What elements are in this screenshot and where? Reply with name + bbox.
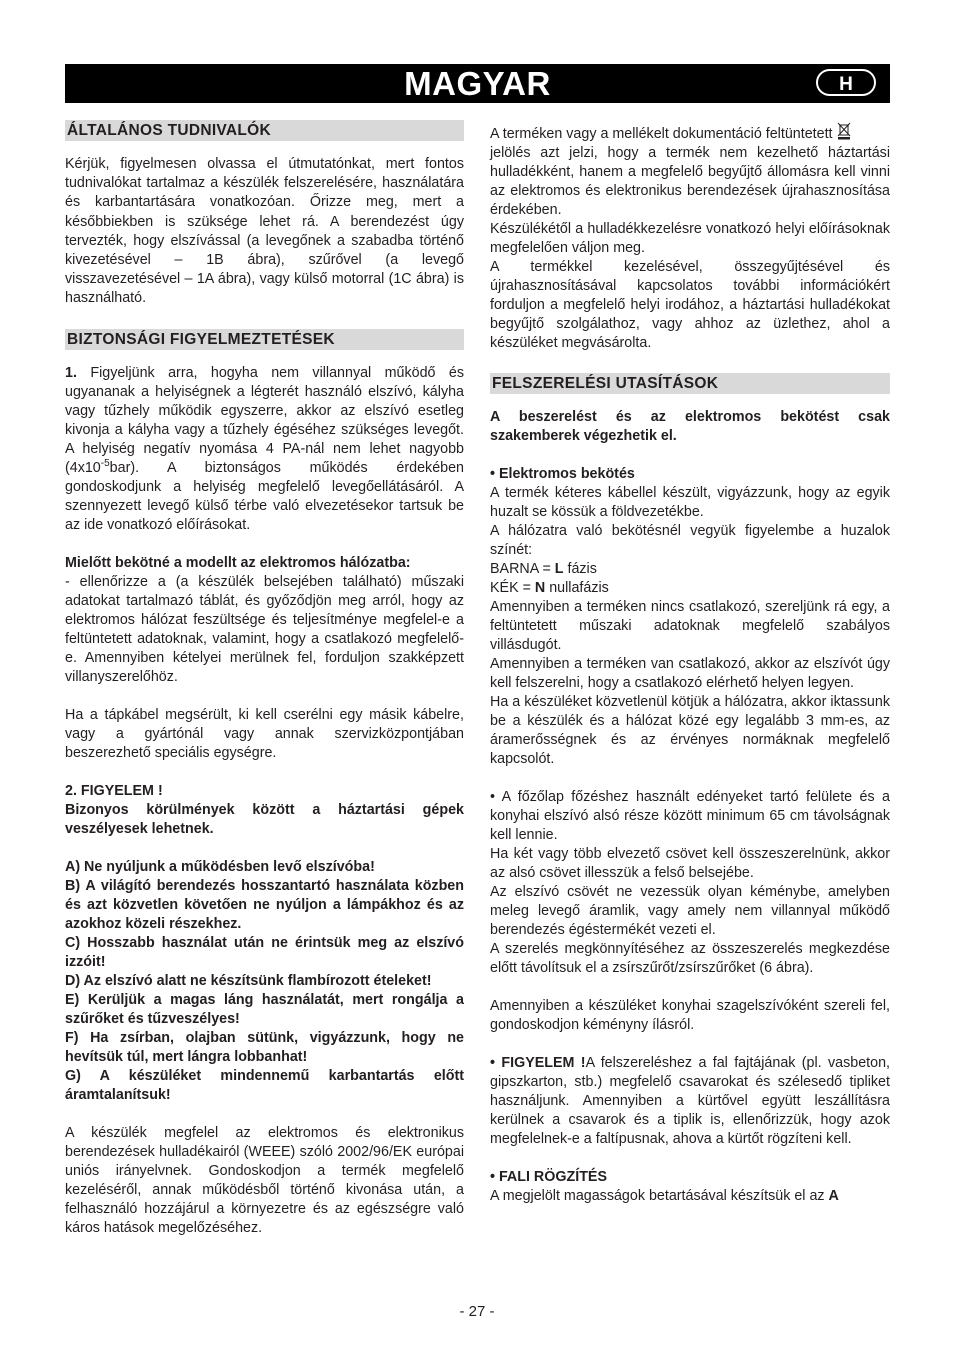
page-number: - 27 - <box>459 1303 495 1320</box>
mounting-pipes: Ha két vagy több elvezető csövet kell összeszerelnünk, akkor az alsó csövet illesszük a felső belsejébe. <box>490 846 890 881</box>
electrical-text-2: A hálózatra való bekötésnél vegyük figyelembe a huzalok színét: <box>490 523 890 558</box>
warning-item-b: B) A világító berendezés hosszantartó használata közben és azt közvetlen követően ne nyúljon a lámpákhoz és az azokhoz közeli részekhez. <box>65 877 464 932</box>
mounting-chimney: Az elszívó csövét ne vezessük olyan kéménybe, amelyben meleg levegő áramlik, vagy amely nem villannyal működő berendezés égéstermékét vezeti el. <box>490 884 890 938</box>
warning-item-f: F) Ha zsírban, olajban sütünk, vigyázzunk, hogy ne hevítsük túl, mert lángra lobbanhat! <box>65 1029 464 1065</box>
warning-item-g: G) A készüléket mindennemű karbantartás előtt áramtalanítsuk! <box>65 1067 464 1103</box>
safety-point-1: 1. Figyeljünk arra, hogyha nem villannyal működő és ugyananak a helyiségnek a légterét használó elszívó, kályha vagy tűzhely működik egyszerre, akkor az elszívó esetleg kivonja a kályha vagy a tűzhely égéséhez szükséges levegőt. A helyiség negatív nyomása 4 PA-nál nem lehet nagyobb $(4x10^{-5}bar)$. A biztonságos működés érdekében gondoskodjunk a helyiség megfelelő levegőellátásáról. A szennyezett levegő külső térbe való elvezetésekor tartsuk be az ide vonatkozó előírásokat. <box>65 364 464 533</box>
intro-paragraph: Kérjük, figyelmesen olvassa el útmutatónkat, mert fontos tudnivalókat tartalmaz a készülék felszerelésére, használatára és karbantartására vonatkozóan. Őrizze meg, mert a későbbiekben is szüksége lehet rá. A berendezést úgy tervezték, hogy elszívással (a levegőnek a szabadba történő kivezetésével – 1B ábra), szűrővel (a levegő visszavezetésével – 1A ábra), vagy külső motorral (1C ábra) is használható. <box>65 156 464 307</box>
left-column <box>65 120 464 1238</box>
electrical-text-5: Ha a készüléket közvetlenül kötjük a hálózatra, akkor iktassunk be a készülék és a hálózat közé egy legalább 3 mm-es, az áramerősségnek és az érvényes normáknak megfelelő kapcsolót. <box>490 694 890 767</box>
warning-item-c: C) Hosszabb használat után ne érintsük meg az elszívó izzóit! <box>65 934 464 970</box>
section-heading-safety: BIZTONSÁGI FIGYELMEZTETÉSEK <box>65 329 464 350</box>
section-heading-installation: FELSZERELÉSI UTASÍTÁSOK <box>490 373 890 394</box>
section-heading-general: ÁLTALÁNOS TUDNIVALÓK <box>65 120 464 141</box>
wire-brown: BARNA = L fázis <box>490 561 597 577</box>
weee-paragraph: A készülék megfelel az elektromos és elektronikus berendezések hulladékairól (WEEE) szóló 2002/96/EK európai uniós irányelvnek. Gondoskodjon a termék megfelelő kezeléséről, annak működésből történő kivonása után, a felhasználó hozzájárul a környezetre és az egészségre való káros hatások megelőzéséhez. <box>65 1124 464 1236</box>
banner-title: MAGYAR <box>404 65 551 102</box>
warning-text: Bizonyos körülmények között a háztartási gépek veszélyesek lehetnek. <box>65 801 464 837</box>
wall-fixing-text: A megjelölt magasságok betartásával készítsük el az A <box>490 1188 839 1204</box>
warning-item-e: E) Kerüljük a magas láng használatát, mert rongálja a szűrőket és tűzveszélyes! <box>65 991 464 1027</box>
disposal-paragraph: A terméken vagy a mellékelt dokumentáció feltüntetett jelölés azt jelzi, hogy a termék nem kezelhető háztartási hulladékként, hanem a megfelelő begyűjtő állomásra kell vinni az elektromos és elektronikus berendezések újrahasznosítása érdekében. <box>490 122 890 220</box>
language-badge: H <box>816 69 876 96</box>
warning-item-d: D) Az elszívó alatt ne készítsünk flambírozott ételeket! <box>65 972 432 989</box>
crossed-bin-icon <box>837 122 851 140</box>
mounting-distance: • A főzőlap főzéshez használt edényeket tartó felülete és a konyhai elszívó alsó része között minimum 65 cm távolságnak kell lennie. <box>490 789 890 843</box>
mounting-filters: A szerelés megkönnyítéséhez az összeszerelés megkezdése előtt távolítsuk el a zsírszűrőt/zsírszűrőket (6 ábra). <box>490 941 890 976</box>
cable-paragraph: Ha a tápkábel megsérült, ki kell cserélni egy másik kábelre, vagy a gyártónál vagy annak szervizközpontjában beszerezhető speciális egységre. <box>65 706 464 761</box>
right-column <box>490 122 890 1206</box>
wire-blue: KÉK = N nullafázis <box>490 580 609 596</box>
electrical-text-4: Amennyiben a terméken van csatlakozó, akkor az elszívót úgy kell felszerelni, hogy a csatlakozó elérhető helyen legyen. <box>490 656 890 691</box>
language-banner <box>65 64 890 103</box>
connection-title: Mielőtt bekötné a modellt az elektromos hálózatba: <box>65 554 411 571</box>
mounting-extractor: Amennyiben a készüléket konyhai szagelszívóként szereli fel, gondoskodjon kéményny ílásról. <box>490 998 890 1033</box>
electrical-text-3: Amennyiben a terméken nincs csatlakozó, szereljünk rá egy, a feltüntetett műszaki adatoknak megfelelő szabályos villásdugót. <box>490 599 890 653</box>
electrical-title: • Elektromos bekötés <box>490 466 635 482</box>
warning-item-a: A) Ne nyúljunk a működésben levő elszívóba! <box>65 858 375 875</box>
disposal-local-rules: Készülékétől a hulladékkezelésre vonatkozó helyi előírásoknak megfelelően váljon meg. <box>490 221 890 256</box>
electrical-text-1: A termék kéteres kábellel készült, vigyázzunk, hogy az egyik huzalt se kössük a földvezetékbe. <box>490 485 890 520</box>
wall-fixing-title: • FALI RÖGZÍTÉS <box>490 1169 607 1185</box>
disposal-info: A termékkel kezelésével, összegyűjtésével és újrahasznosításával kapcsolatos további információkért forduljon a megfelelő helyi irodához, a háztartási hulladékokat begyűjtő szolgálathoz, vagy ahhoz az üzlethez, ahol a készüléket megvásárolta. <box>490 259 890 351</box>
warning-title: 2. FIGYELEM ! <box>65 782 163 799</box>
mounting-warning: • FIGYELEM !A felszereléshez a fal fajtájának (pl. vasbeton, gipszkarton, stb.) megfelelő csavarokat és szélesedő tipliket használjunk. Amennyiben a kürtővel együtt leszállításra kerülnek a csavarok és a tiplik is, ellenőrizzük, hogy azok megfelelnek-e a faltípusnak, ahova a kürtőt rögzíteni kell. <box>490 1055 890 1147</box>
connection-text: - ellenőrizze a (a készülék belsejében található) műszaki adatokat tartalmazó táblát, és győződjön meg arról, hogy az elektromos hálózat feszültsége és teljesítménye megfelel-e a feltüntetett adatoknak, valamint, hogy a csatlakozó megfelelő-e. Amennyiben kételyei merülnek fel, forduljon szakképzett villanyszerelőhöz. <box>65 573 464 685</box>
installation-notice: A beszerelést és az elektromos bekötést csak szakemberek végezhetik el. <box>490 409 890 444</box>
